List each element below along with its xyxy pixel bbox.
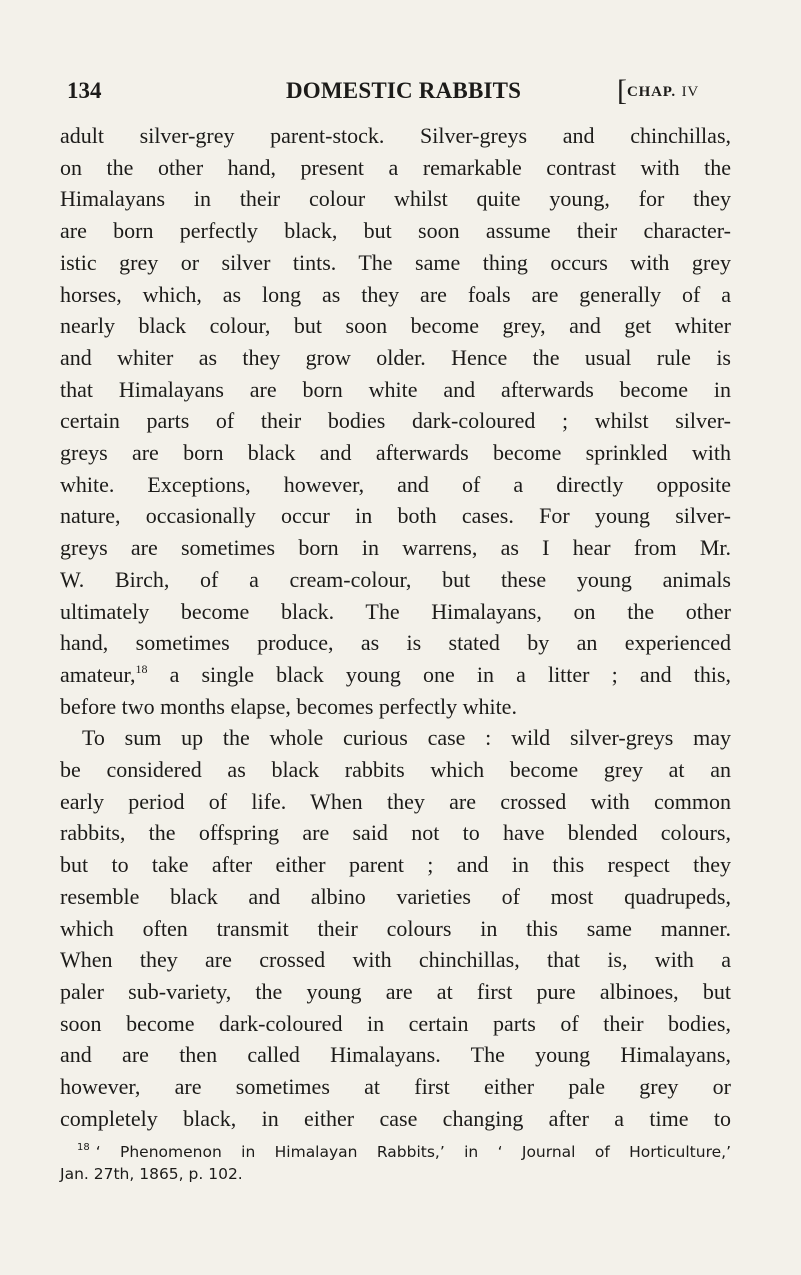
text-line-with-footnote-ref [60, 659, 731, 691]
chapter-reference [617, 76, 699, 106]
line-segment: a single black young one in a litter ; and this, [147, 661, 731, 687]
footnote-line [60, 1141, 731, 1163]
book-title: DOMESTIC RABBITS [286, 78, 522, 103]
footnote-marker: 18 [77, 1141, 90, 1153]
text-line: greys are sometimes born in warrens, as I hear from Mr. [60, 535, 731, 561]
paragraph-first-line: To sum up the whole curious case : wild silver-greys may [82, 725, 731, 751]
line-segment: amateur, [60, 661, 136, 687]
running-head [60, 74, 730, 114]
text-line: before two months elapse, becomes perfectly white. [60, 693, 517, 719]
text-line: ultimately become black. The Himalayans, on the other [60, 598, 731, 624]
text-line: nature, occasionally occur in both cases. For young silver- [60, 503, 731, 529]
text-line: W. Birch, of a cream-colour, but these young animals [60, 566, 731, 592]
text-line: white. Exceptions, however, and of a directly opposite [60, 471, 731, 497]
text-line: however, are sometimes at first either pale grey or [60, 1074, 731, 1100]
text-line: istic grey or silver tints. The same thing occurs with grey [60, 249, 731, 275]
text-line: are born perfectly black, but soon assume their character- [60, 218, 731, 244]
text-line: and whiter as they grow older. Hence the usual rule is [60, 344, 731, 370]
text-line: Himalayans in their colour whilst quite young, for they [60, 186, 731, 212]
text-line: be considered as black rabbits which become grey at an [60, 757, 731, 783]
text-line: resemble black and albino varieties of most quadrupeds, [60, 883, 731, 909]
chapter-bracket: [ [617, 74, 627, 107]
footnote [60, 1141, 730, 1185]
text-line: but to take after either parent ; and in this respect they [60, 852, 731, 878]
footnote-line: Jan. 27th, 1865, p. 102. [60, 1164, 243, 1183]
text-line: hand, sometimes produce, as is stated by an experienced [60, 630, 731, 656]
text-line: and are then called Himalayans. The young Himalayans, [60, 1042, 731, 1068]
page-number: 134 [67, 78, 102, 103]
text-line: greys are born black and afterwards become sprinkled with [60, 440, 731, 466]
text-line: paler sub-variety, the young are at first pure albinoes, but [60, 978, 731, 1004]
chapter-number: IV [681, 84, 700, 100]
text-line: which often transmit their colours in this same manner. [60, 915, 731, 941]
footnote-text: ‘ Phenomenon in Himalayan Rabbits,’ in ‘ Journal of Horticulture,’ [95, 1142, 731, 1161]
text-line: When they are crossed with chinchillas, that is, with a [60, 947, 731, 973]
text-line: on the other hand, present a remarkable contrast with the [60, 154, 731, 180]
chapter-label: CHAP. [627, 84, 676, 100]
text-line: rabbits, the offspring are said not to have blended colours, [60, 820, 731, 846]
text-line: adult silver-grey parent-stock. Silver-greys and chinchillas, [60, 123, 731, 148]
text-line: horses, which, as long as they are foals are generally of a [60, 281, 731, 307]
text-line: completely black, in either case changing after a time to [60, 1105, 731, 1131]
text-line: certain parts of their bodies dark-coloured ; whilst silver- [60, 408, 731, 434]
text-line: early period of life. When they are crossed with common [60, 788, 731, 814]
body-text [60, 120, 730, 1135]
text-line: that Himalayans are born white and afterwards become in [60, 376, 731, 402]
footnote-reference[interactable]: 18 [135, 661, 148, 676]
text-line: nearly black colour, but soon become grey, and get whiter [60, 313, 731, 339]
text-line: soon become dark-coloured in certain parts of their bodies, [60, 1010, 731, 1036]
book-page [60, 74, 731, 1185]
